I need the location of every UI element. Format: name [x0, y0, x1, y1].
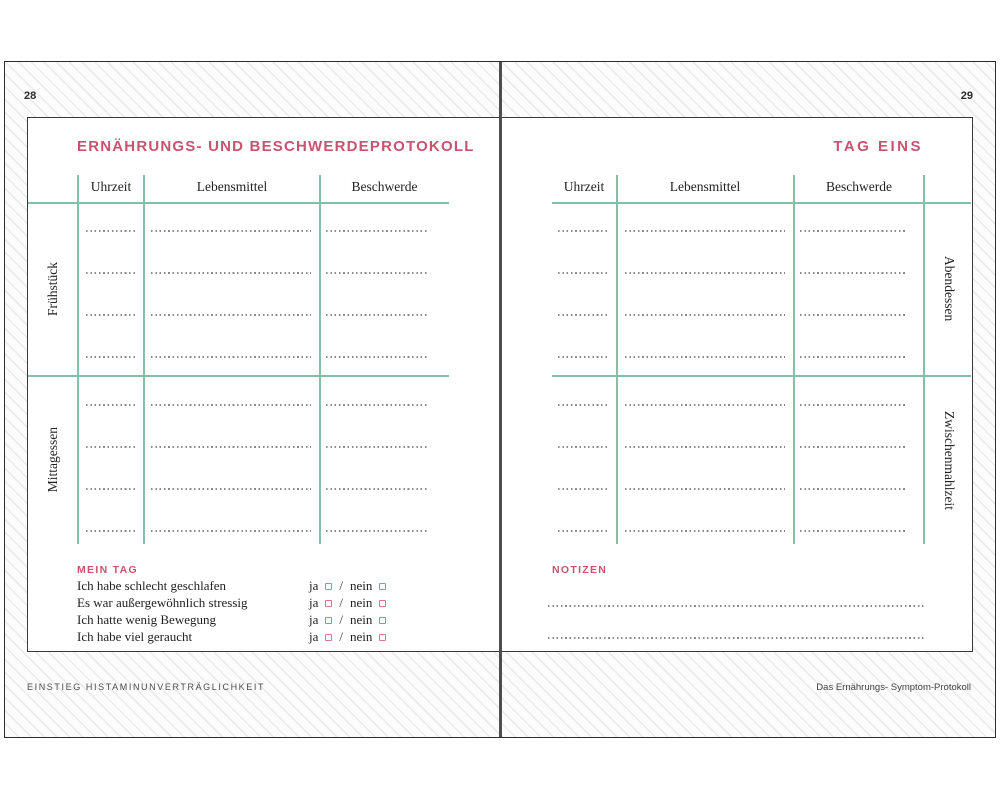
- mein-tag-row: [77, 578, 457, 594]
- nein-label: nein: [350, 612, 373, 627]
- entry-dotted-line[interactable]: [800, 488, 906, 490]
- right-page: [500, 117, 973, 652]
- ja-label: ja: [309, 612, 319, 627]
- checkbox-nein[interactable]: [379, 583, 386, 590]
- table-rule: [552, 375, 971, 377]
- ja-nein-group: [309, 595, 386, 611]
- entry-dotted-line[interactable]: [625, 356, 785, 358]
- mein-tag-item-label: Ich hatte wenig Bewegung: [77, 612, 216, 627]
- ja-label: ja: [309, 595, 319, 610]
- mein-tag-row: [77, 612, 457, 628]
- entry-dotted-line[interactable]: [800, 404, 906, 406]
- separator: /: [339, 578, 344, 593]
- ja-nein-group: [309, 578, 386, 594]
- column-header-beschwerde: Beschwerde: [826, 179, 892, 194]
- section-label-zwischenmahlzeit: Zwischenmahlzeit: [942, 410, 957, 510]
- table-rule: [28, 202, 449, 204]
- entry-dotted-line[interactable]: [800, 314, 906, 316]
- entry-dotted-line[interactable]: [151, 488, 311, 490]
- entry-dotted-line[interactable]: [558, 230, 608, 232]
- entry-dotted-line[interactable]: [326, 446, 429, 448]
- column-header-uhrzeit: Uhrzeit: [90, 179, 132, 194]
- entry-dotted-line[interactable]: [326, 404, 429, 406]
- entry-dotted-line[interactable]: [558, 404, 608, 406]
- entry-dotted-line[interactable]: [558, 530, 608, 532]
- entry-dotted-line[interactable]: [151, 272, 311, 274]
- entry-dotted-line[interactable]: [625, 446, 785, 448]
- mein-tag-item-label: Ich habe viel geraucht: [77, 629, 193, 644]
- entry-dotted-line[interactable]: [151, 446, 311, 448]
- entry-dotted-line[interactable]: [558, 488, 608, 490]
- entry-dotted-line[interactable]: [326, 488, 429, 490]
- mein-tag-row: [77, 629, 457, 645]
- nein-label: nein: [350, 578, 373, 593]
- entry-dotted-line[interactable]: [558, 314, 608, 316]
- entry-dotted-line[interactable]: [86, 356, 136, 358]
- column-header-beschwerde: Beschwerde: [351, 179, 418, 194]
- left-page: [27, 117, 500, 652]
- mein-tag-item-label: Es war außergewöhnlich stressig: [77, 595, 248, 610]
- entry-dotted-line[interactable]: [625, 314, 785, 316]
- table-rule: [319, 175, 321, 544]
- checkbox-nein[interactable]: [379, 634, 386, 641]
- entry-dotted-line[interactable]: [625, 404, 785, 406]
- entry-dotted-line[interactable]: [625, 272, 785, 274]
- book-spread: [4, 61, 996, 738]
- checkbox-nein[interactable]: [379, 617, 386, 624]
- ja-nein-group: [309, 629, 386, 645]
- entry-dotted-line[interactable]: [625, 488, 785, 490]
- entry-dotted-line[interactable]: [800, 272, 906, 274]
- entry-dotted-line[interactable]: [86, 404, 136, 406]
- entry-dotted-line[interactable]: [625, 230, 785, 232]
- page-number-right: 29: [960, 90, 973, 102]
- section-label-mittagessen: Mittagessen: [45, 427, 60, 493]
- checkbox-ja[interactable]: [325, 583, 332, 590]
- footer-right: Das Ernährungs- Symptom-Protokoll: [816, 682, 971, 693]
- separator: /: [339, 595, 344, 610]
- entry-dotted-line[interactable]: [86, 446, 136, 448]
- entry-dotted-line[interactable]: [151, 314, 311, 316]
- checkbox-ja[interactable]: [325, 600, 332, 607]
- mein-tag-heading: MEIN TAG: [77, 564, 138, 576]
- entry-dotted-line[interactable]: [326, 230, 429, 232]
- checkbox-ja[interactable]: [325, 617, 332, 624]
- notes-dotted-line[interactable]: [548, 637, 926, 639]
- table-rule: [28, 375, 449, 377]
- footer-left: EINSTIEG HISTAMINUNVERTRÄGLICHKEIT: [27, 682, 266, 692]
- entry-dotted-line[interactable]: [86, 272, 136, 274]
- nein-label: nein: [350, 629, 373, 644]
- entry-dotted-line[interactable]: [625, 530, 785, 532]
- entry-dotted-line[interactable]: [326, 356, 429, 358]
- column-header-uhrzeit: Uhrzeit: [563, 179, 605, 194]
- column-header-lebensmittel: Lebensmittel: [669, 179, 741, 194]
- column-header-lebensmittel: Lebensmittel: [196, 179, 268, 194]
- mein-tag-row: [77, 595, 457, 611]
- entry-dotted-line[interactable]: [86, 314, 136, 316]
- table-rule: [616, 175, 618, 544]
- entry-dotted-line[interactable]: [558, 272, 608, 274]
- entry-dotted-line[interactable]: [326, 530, 429, 532]
- entry-dotted-line[interactable]: [558, 446, 608, 448]
- entry-dotted-line[interactable]: [326, 272, 429, 274]
- page-number-left: 28: [24, 90, 37, 102]
- entry-dotted-line[interactable]: [558, 356, 608, 358]
- table-rule: [793, 175, 795, 544]
- entry-dotted-line[interactable]: [326, 314, 429, 316]
- entry-dotted-line[interactable]: [151, 356, 311, 358]
- ja-nein-group: [309, 612, 386, 628]
- section-label-fruehstueck: Frühstück: [45, 261, 60, 316]
- checkbox-ja[interactable]: [325, 634, 332, 641]
- entry-dotted-line[interactable]: [800, 356, 906, 358]
- nein-label: nein: [350, 595, 373, 610]
- table-rule: [552, 202, 971, 204]
- ja-label: ja: [309, 629, 319, 644]
- notes-dotted-line[interactable]: [548, 605, 926, 607]
- mein-tag-item-label: Ich habe schlecht geschlafen: [77, 578, 227, 593]
- entry-dotted-line[interactable]: [151, 530, 311, 532]
- protocol-title: ERNÄHRUNGS- UND BESCHWERDEPROTOKOLL: [77, 138, 475, 155]
- entry-dotted-line[interactable]: [86, 488, 136, 490]
- entry-dotted-line[interactable]: [151, 230, 311, 232]
- book-spine: [499, 62, 502, 737]
- section-label-abendessen: Abendessen: [942, 255, 957, 322]
- entry-dotted-line[interactable]: [800, 446, 906, 448]
- entry-dotted-line[interactable]: [86, 530, 136, 532]
- separator: /: [339, 612, 344, 627]
- checkbox-nein[interactable]: [379, 600, 386, 607]
- entry-dotted-line[interactable]: [800, 230, 906, 232]
- entry-dotted-line[interactable]: [151, 404, 311, 406]
- day-title: TAG EINS: [833, 138, 923, 155]
- entry-dotted-line[interactable]: [800, 530, 906, 532]
- table-rule: [143, 175, 145, 544]
- separator: /: [339, 629, 344, 644]
- ja-label: ja: [309, 578, 319, 593]
- notizen-heading: NOTIZEN: [552, 564, 608, 576]
- entry-dotted-line[interactable]: [86, 230, 136, 232]
